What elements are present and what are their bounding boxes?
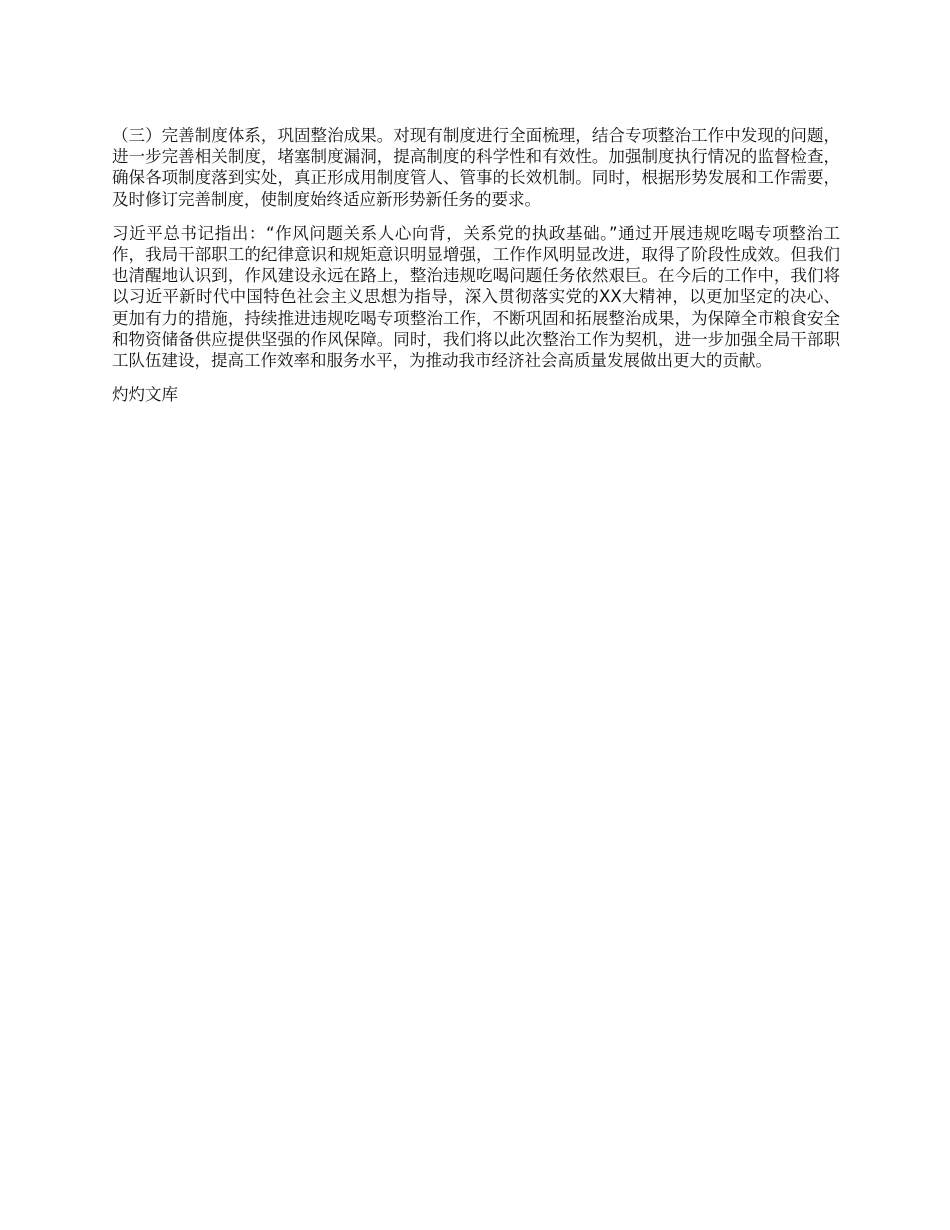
footer-source-label: 灼灼文库 (112, 385, 178, 405)
paragraph-conclusion: 习近平总书记指出：“作风问题关系人心向背，关系党的执政基础。”通过开展违规吃喝专项整治工作，我局干部职工的纪律意识和规矩意识明显增强，工作作风明显改进，取得了阶段性成效。但我们也清醒地认识到，作风建设永远在路上，整治违规吃喝问题任务依然艰巨。在今后的工作中，我们将以习近平新时代中国特色社会主义思想为指导，深入贯彻落实党的XX大精神，以更加坚定的决心、更加有力的措施，持续推进违规吃喝专项整治工作，不断巩固和拓展整治成果，为保障全市粮食安全和物资储备供应提供坚强的作风保障。同时，我们将以此次整治工作为契机，进一步加强全局干部职工队伍建设，提高工作效率和服务水平，为推动我市经济社会高质量发展做出更大的贡献。 (112, 223, 840, 371)
document-body (112, 125, 840, 418)
paragraph-institution-system: （三）完善制度体系，巩固整治成果。对现有制度进行全面梳理，结合专项整治工作中发现的问题，进一步完善相关制度，堵塞制度漏洞，提高制度的科学性和有效性。加强制度执行情况的监督检查，确保各项制度落到实处，真正形成用制度管人、管事的长效机制。同时，根据形势发展和工作需要，及时修订完善制度，使制度始终适应新形势新任务的要求。 (112, 126, 840, 209)
